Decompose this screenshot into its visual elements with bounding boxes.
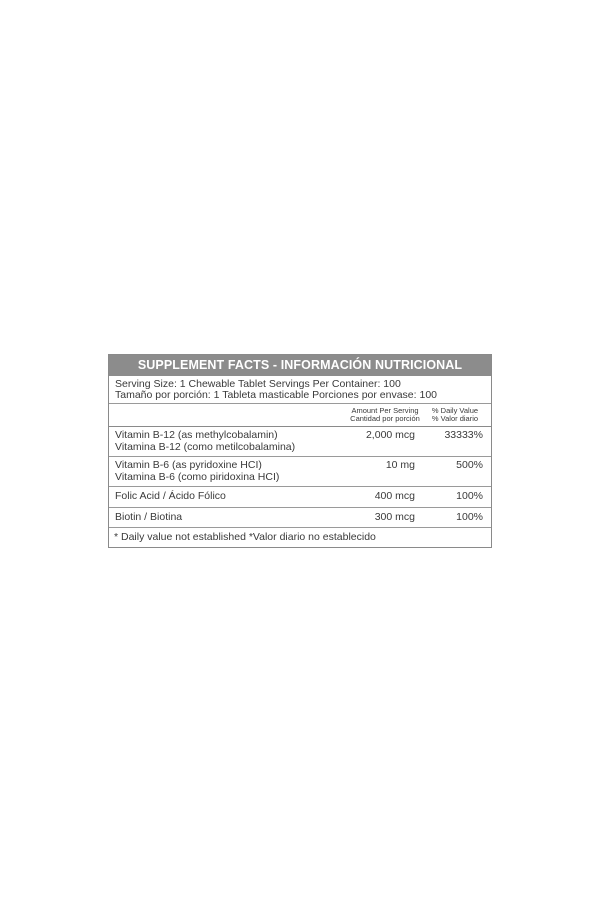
nutrient-daily-value: 100% (456, 490, 483, 502)
nutrient-name-english: Vitamin B-12 (as methylcobalamin) (115, 429, 278, 441)
panel-title: SUPPLEMENT FACTS - INFORMACIÓN NUTRICIONAL (109, 355, 491, 376)
nutrient-daily-value: 100% (456, 510, 483, 523)
nutrient-row-folic-acid (109, 487, 491, 508)
nutrient-amount: 300 mcg (374, 510, 415, 523)
nutrient-name: Folic Acid / Ácido Fólico (115, 490, 226, 502)
serving-info (109, 376, 491, 404)
footnote: * Daily value not established *Valor diario no establecido (114, 531, 376, 543)
nutrient-name-spanish: Vitamina B-12 (como metilcobalamina) (115, 440, 296, 453)
dv-header-spanish: % Valor diario (431, 414, 479, 423)
nutrient-name-spanish: Vitamina B-6 (como piridoxina HCI) (115, 470, 280, 483)
nutrient-amount: 400 mcg (374, 490, 415, 502)
nutrient-row-vitamin-b12 (109, 427, 491, 457)
amount-header-english: Amount Per Serving (351, 406, 419, 415)
nutrient-name (115, 460, 343, 483)
nutrient-row-biotin (109, 508, 491, 529)
amount-header-spanish: Cantidad por porción (350, 414, 420, 423)
nutrient-daily-value: 33333% (444, 429, 483, 441)
nutrient-name-english: Vitamin B-6 (as pyridoxine HCI) (115, 459, 262, 471)
column-headers (109, 404, 491, 427)
daily-value-column-header (427, 407, 483, 423)
nutrient-name (115, 430, 343, 453)
nutrient-amount: 2,000 mcg (365, 429, 415, 441)
serving-line-english: Serving Size: 1 Chewable Tablet Servings Per Container: 100 (115, 378, 401, 390)
serving-line-spanish: Tamaño por porción: 1 Tableta masticable Porciones por envase: 100 (115, 389, 437, 401)
nutrient-name: Biotin / Biotina (115, 510, 183, 523)
nutrient-daily-value: 500% (456, 459, 483, 471)
amount-column-header (343, 407, 427, 423)
supplement-facts-panel (108, 354, 492, 548)
nutrient-amount: 10 mg (385, 459, 415, 471)
nutrient-row-vitamin-b6 (109, 457, 491, 487)
dv-header-english: % Daily Value (431, 406, 479, 415)
